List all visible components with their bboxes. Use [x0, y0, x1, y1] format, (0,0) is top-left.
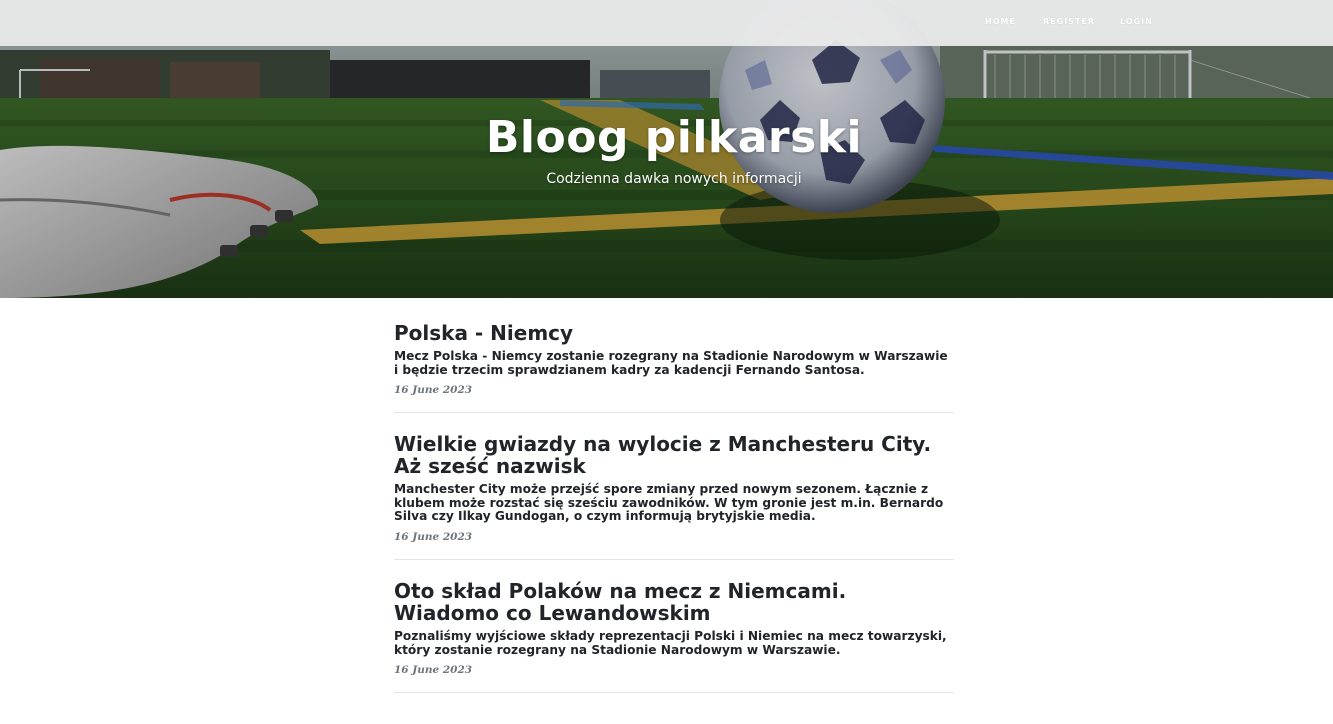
- post-list: [394, 322, 954, 693]
- post-subtitle[interactable]: Mecz Polska - Niemcy zostanie rozegrany na Stadionie Narodowym w Warszawie i będzie trzecim sprawdzianem kadry za kadencji Fernando Santosa.: [394, 349, 948, 377]
- post-subtitle[interactable]: Poznaliśmy wyjściowe składy reprezentacji Polski i Niemiec na mecz towarzyski, który zostanie rozegrany na Stadionie Narodowym w Warszawie.: [394, 628, 947, 657]
- nav-links: [985, 17, 1160, 26]
- post-title[interactable]: Polska - Niemcy: [394, 321, 574, 345]
- post-subtitle[interactable]: Manchester City może przejść spore zmiany przed nowym sezonem. Łącznie z klubem może rozstać się sześciu zawodników. W tym gronie jest m.in. Bernardo Silva czy Ilkay Gundogan, o czym informują brytyjskie media.: [394, 482, 944, 524]
- post-title[interactable]: Wielkie gwiazdy na wylocie z Manchesteru City. Aż sześć nazwisk: [394, 432, 932, 479]
- post-title[interactable]: Oto skład Polaków na mecz z Niemcami. Wiadomo co Lewandowskim: [394, 578, 847, 625]
- post-preview[interactable]: [394, 433, 954, 560]
- nav-login-link[interactable]: LOGIN: [1120, 17, 1153, 26]
- nav-register-link[interactable]: REGISTER: [1043, 17, 1096, 26]
- post-preview[interactable]: [394, 580, 954, 693]
- nav-home-link[interactable]: HOME: [985, 17, 1016, 26]
- post-date: 16 June 2023: [394, 384, 473, 397]
- site-subheading: Codzienna dawka nowych informacji: [546, 171, 802, 187]
- post-date: 16 June 2023: [394, 664, 473, 677]
- site-heading: Bloog pilkarski: [485, 112, 863, 163]
- navbar: [0, 0, 1333, 46]
- masthead: [0, 0, 1333, 298]
- post-date: 16 June 2023: [394, 530, 473, 543]
- post-preview[interactable]: [394, 322, 954, 413]
